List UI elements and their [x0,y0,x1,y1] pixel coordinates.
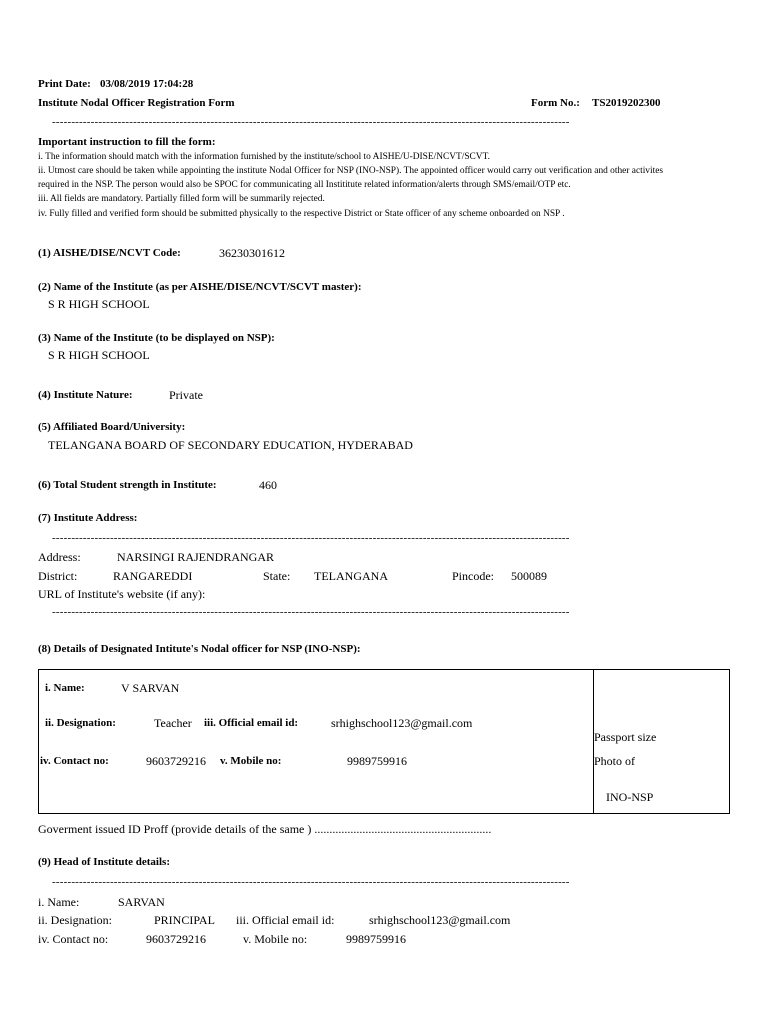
nodal-contact-value: 9603729216 [146,754,206,768]
head-contact-value: 9603729216 [146,932,206,946]
code-label: (1) AISHE/DISE/NCVT Code: [38,247,181,259]
print-date-label: Print Date: [38,78,91,90]
head-email-label: iii. Official email id: [236,913,335,927]
form-title: Institute Nodal Officer Registration Form [38,97,235,109]
head-designation-value: PRINCIPAL [154,913,215,927]
separator-line: -------------------------------------------------------------------------------------------------------------------------------------- [52,532,570,544]
nodal-mobile-value: 9989759916 [347,754,407,768]
affiliated-board-value: TELANGANA BOARD OF SECONDARY EDUCATION, HYDERABAD [48,438,413,452]
nodal-designation-value: Teacher [154,716,192,730]
instruction-item: iv. Fully filled and verified form should be submitted physically to the respective District or State officer of any scheme onboarded on NSP . [38,209,565,219]
nodal-contact-label: iv. Contact no: [40,755,109,767]
photo-placeholder-line1: Passport size [594,730,657,744]
instruction-item: iii. All fields are mandatory. Partially filled form will be summarily rejected. [38,194,325,204]
code-value: 36230301612 [219,246,285,260]
nodal-name-value: V SARVAN [121,681,180,695]
student-strength-label: (6) Total Student strength in Institute: [38,479,217,491]
separator-line: -------------------------------------------------------------------------------------------------------------------------------------- [52,876,570,888]
nodal-mobile-label: v. Mobile no: [220,755,282,767]
nodal-officer-heading: (8) Details of Designated Intitute's Nodal officer for NSP (INO-NSP): [38,643,361,655]
separator-line: -------------------------------------------------------------------------------------------------------------------------------------- [52,116,570,128]
institute-name-nsp-value: S R HIGH SCHOOL [48,348,150,362]
nodal-email-value: srhighschool123@gmail.com [331,716,473,730]
district-label: District: [38,569,78,583]
head-name-label: i. Name: [38,895,80,909]
institute-name-nsp-label: (3) Name of the Institute (to be displayed on NSP): [38,332,275,344]
instructions-heading: Important instruction to fill the form: [38,136,216,148]
district-value: RANGAREDDI [113,569,193,583]
nodal-email-label: iii. Official email id: [204,717,299,729]
form-no-label: Form No.: [531,97,580,109]
nodal-officer-box [38,669,730,814]
print-date-value: 03/08/2019 17:04:28 [100,78,194,90]
affiliated-board-label: (5) Affiliated Board/University: [38,421,186,433]
nodal-name-label: i. Name: [45,682,85,694]
address-label: Address: [38,550,81,564]
instruction-item: i. The information should match with the information furnished by the institute/school to AISHE/U-DISE/NCVT/SCVT. [38,152,490,162]
instruction-item: ii. Utmost care should be taken while appointing the institute Nodal Officer for NSP (INO-NSP). The appointed officer would carry out verification and other activites [38,166,664,176]
instruction-item: required in the NSP. The person would also be SPOC for communicating all Instititute related information/alerts through SMS/email/OTP etc. [38,180,571,190]
head-mobile-label: v. Mobile no: [243,932,308,946]
head-designation-label: ii. Designation: [38,913,112,927]
pincode-value: 500089 [511,569,547,583]
head-contact-label: iv. Contact no: [38,932,109,946]
address-heading: (7) Institute Address: [38,512,138,524]
pincode-label: Pincode: [452,569,494,583]
institute-name-master-label: (2) Name of the Institute (as per AISHE/DISE/NCVT/SCVT master): [38,281,362,293]
institute-name-master-value: S R HIGH SCHOOL [48,297,150,311]
head-of-institute-heading: (9) Head of Institute details: [38,856,170,868]
institute-nature-value: Private [169,388,203,402]
separator-line: -------------------------------------------------------------------------------------------------------------------------------------- [52,606,570,618]
head-email-value: srhighschool123@gmail.com [369,913,511,927]
head-mobile-value: 9989759916 [346,932,406,946]
photo-placeholder-line2: Photo of [594,754,636,768]
form-no-value: TS2019202300 [592,97,661,109]
address-value: NARSINGI RAJENDRANGAR [117,550,275,564]
govt-id-proof-text: Goverment issued ID Proff (provide details of the same ) ........................................................... [38,822,492,836]
student-strength-value: 460 [259,478,277,492]
state-label: State: [263,569,291,583]
institute-nature-label: (4) Institute Nature: [38,389,133,401]
nodal-designation-label: ii. Designation: [45,717,116,729]
state-value: TELANGANA [314,569,388,583]
photo-placeholder-line3: INO-NSP [606,790,654,804]
head-name-value: SARVAN [118,895,165,909]
website-url-label: URL of Institute's website (if any): [38,587,206,601]
